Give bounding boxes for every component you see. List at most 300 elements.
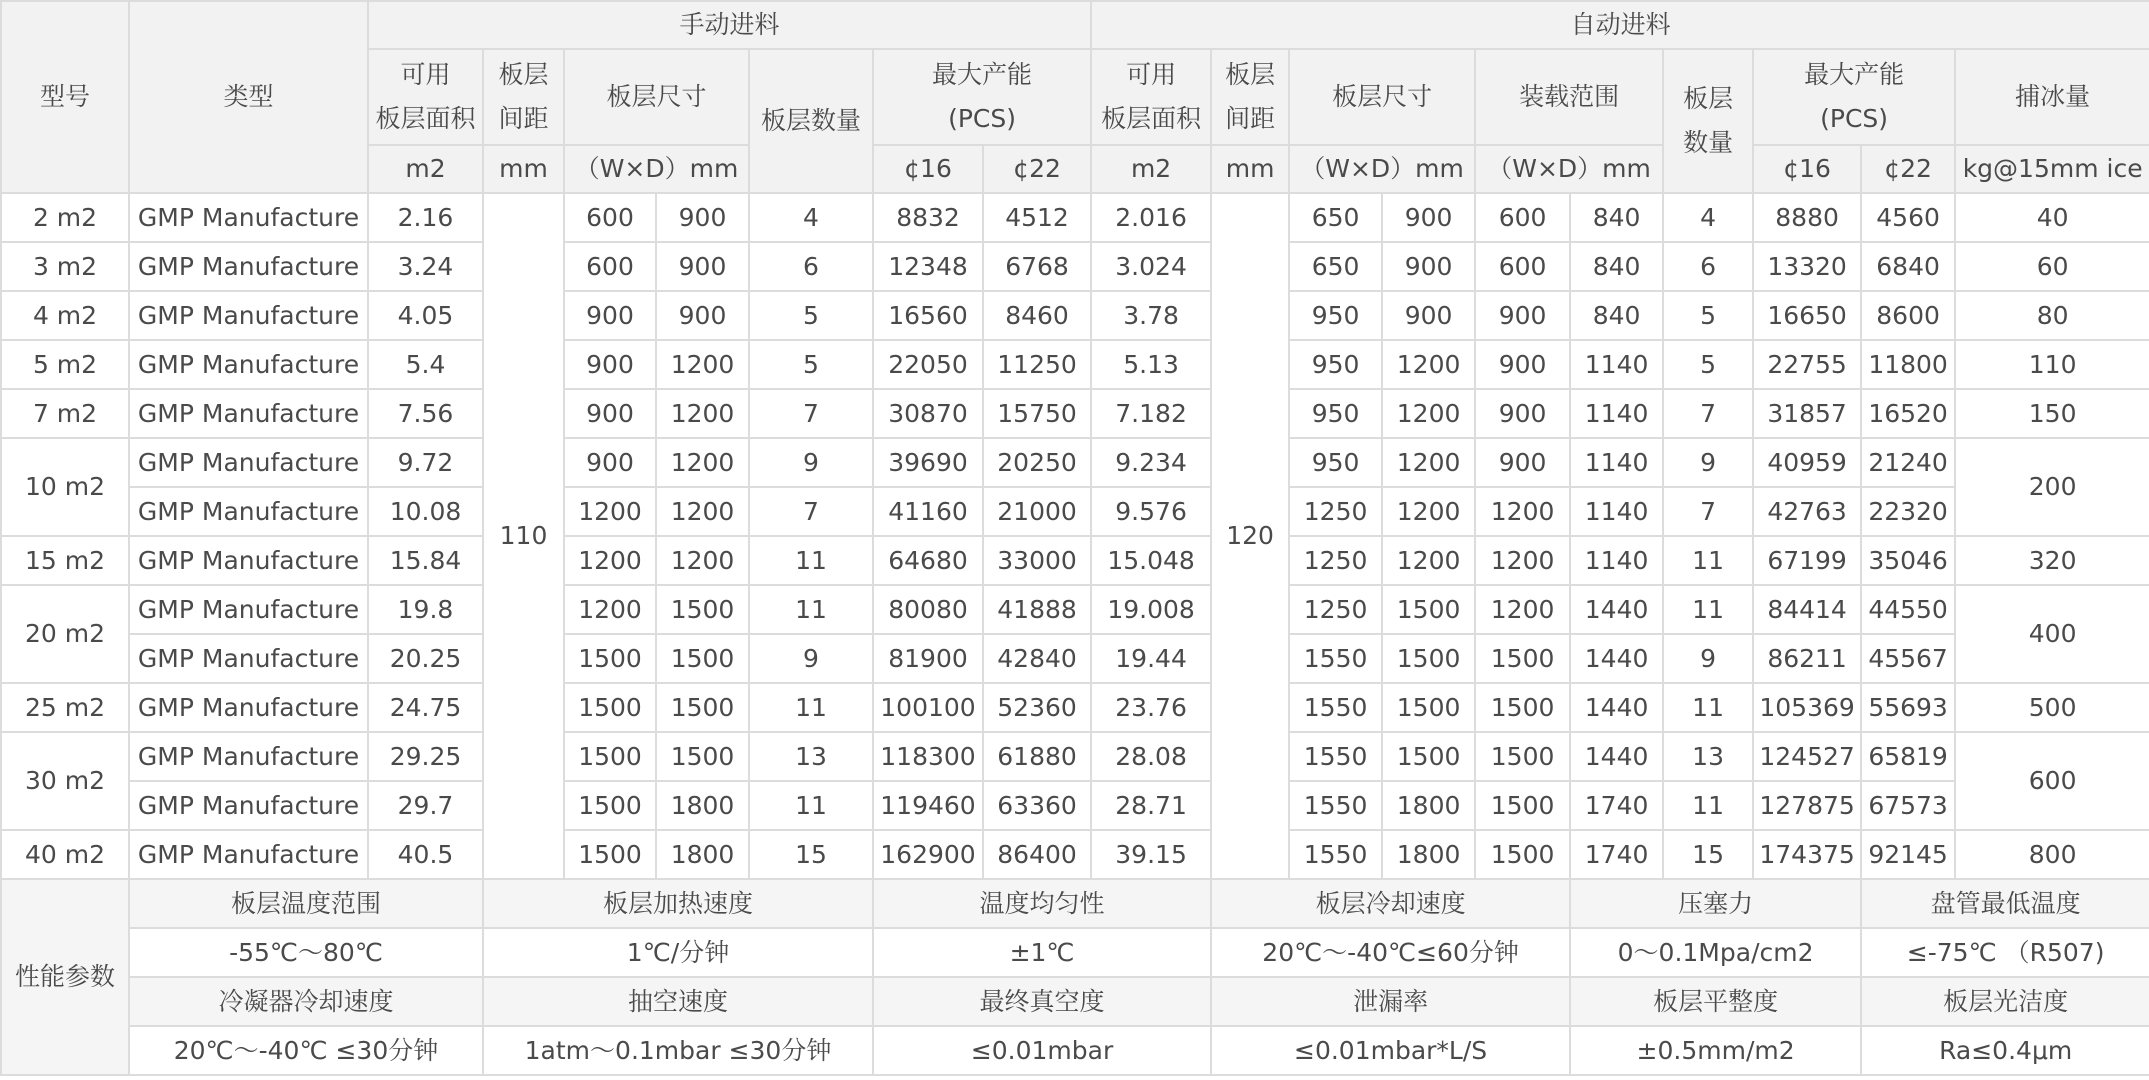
cell-auto-area: 23.76: [1091, 683, 1211, 732]
cell-auto-capacity-22: 55693: [1861, 683, 1955, 732]
cell-auto-depth: 1500: [1382, 634, 1475, 683]
cell-load-width: 1200: [1475, 536, 1570, 585]
cell-load-depth: 1440: [1570, 683, 1663, 732]
header-manual-spacing: 板层 间距: [483, 49, 564, 145]
cell-manual-area: 24.75: [368, 683, 483, 732]
perf-value: -55℃～80℃: [129, 928, 483, 977]
cell-auto-capacity-16: 84414: [1753, 585, 1861, 634]
unit-auto-phi16: ¢16: [1753, 145, 1861, 193]
cell-manual-shelf-count: 11: [749, 536, 873, 585]
cell-manual-capacity-22: 6768: [983, 242, 1091, 291]
cell-auto-capacity-16: 8880: [1753, 193, 1861, 242]
header-ice-capacity: 捕冰量: [1955, 49, 2149, 145]
perf-label: 最终真空度: [873, 977, 1211, 1026]
cell-auto-shelf-count: 13: [1663, 732, 1753, 781]
cell-model: 5 m2: [1, 340, 129, 389]
cell-auto-shelf-count: 11: [1663, 683, 1753, 732]
cell-load-depth: 1740: [1570, 781, 1663, 830]
unit-auto-area: m2: [1091, 145, 1211, 193]
perf-value: 20℃～-40℃ ≤30分钟: [129, 1026, 483, 1075]
cell-manual-shelf-count: 11: [749, 781, 873, 830]
cell-auto-width: 1250: [1289, 487, 1382, 536]
perf-value: ±0.5mm/m2: [1570, 1026, 1861, 1075]
cell-manual-capacity-16: 118300: [873, 732, 983, 781]
perf-label: 板层温度范围: [129, 879, 483, 928]
table-row: [1, 291, 2149, 340]
cell-auto-shelf-count: 5: [1663, 291, 1753, 340]
perf-label: 冷凝器冷却速度: [129, 977, 483, 1026]
perf-label: 压塞力: [1570, 879, 1861, 928]
cell-load-depth: 1740: [1570, 830, 1663, 879]
cell-manual-capacity-16: 100100: [873, 683, 983, 732]
cell-manual-capacity-22: 63360: [983, 781, 1091, 830]
cell-manual-capacity-22: 11250: [983, 340, 1091, 389]
cell-manual-capacity-16: 16560: [873, 291, 983, 340]
unit-auto-shelf-size: （W×D）mm: [1289, 145, 1475, 193]
cell-ice-capacity: 80: [1955, 291, 2149, 340]
cell-load-depth: 1440: [1570, 585, 1663, 634]
cell-auto-capacity-16: 124527: [1753, 732, 1861, 781]
cell-manual-depth: 1200: [656, 389, 749, 438]
cell-load-width: 900: [1475, 389, 1570, 438]
cell-auto-depth: 1500: [1382, 683, 1475, 732]
perf-value: 20℃～-40℃≤60分钟: [1211, 928, 1570, 977]
table-row: [1, 732, 2149, 781]
perf-value: ≤-75℃ （R507): [1861, 928, 2149, 977]
cell-manual-width: 900: [564, 291, 656, 340]
cell-type: GMP Manufacture: [129, 242, 368, 291]
cell-manual-area: 5.4: [368, 340, 483, 389]
cell-model: 10 m2: [1, 438, 129, 536]
cell-auto-shelf-count: 4: [1663, 193, 1753, 242]
cell-load-depth: 840: [1570, 242, 1663, 291]
cell-manual-depth: 900: [656, 242, 749, 291]
cell-manual-shelf-count: 5: [749, 291, 873, 340]
unit-ice: kg@15mm ice: [1955, 145, 2149, 193]
perf-label: 板层加热速度: [483, 879, 873, 928]
cell-auto-depth: 1500: [1382, 732, 1475, 781]
cell-load-width: 1500: [1475, 683, 1570, 732]
unit-manual-spacing: mm: [483, 145, 564, 193]
cell-auto-spacing: 120: [1211, 193, 1289, 879]
cell-load-depth: 1140: [1570, 536, 1663, 585]
cell-auto-depth: 1200: [1382, 536, 1475, 585]
unit-manual-phi16: ¢16: [873, 145, 983, 193]
cell-load-width: 900: [1475, 340, 1570, 389]
perf-value: 1℃/分钟: [483, 928, 873, 977]
cell-manual-capacity-16: 119460: [873, 781, 983, 830]
unit-auto-spacing: mm: [1211, 145, 1289, 193]
cell-manual-area: 10.08: [368, 487, 483, 536]
cell-manual-capacity-22: 21000: [983, 487, 1091, 536]
table-row: [1, 683, 2149, 732]
unit-auto-phi22: ¢22: [1861, 145, 1955, 193]
cell-manual-capacity-22: 20250: [983, 438, 1091, 487]
cell-manual-shelf-count: 7: [749, 487, 873, 536]
cell-auto-capacity-16: 22755: [1753, 340, 1861, 389]
cell-manual-width: 900: [564, 340, 656, 389]
cell-auto-capacity-16: 31857: [1753, 389, 1861, 438]
cell-type: GMP Manufacture: [129, 830, 368, 879]
cell-manual-capacity-22: 15750: [983, 389, 1091, 438]
cell-auto-capacity-22: 35046: [1861, 536, 1955, 585]
cell-auto-capacity-22: 8600: [1861, 291, 1955, 340]
cell-manual-shelf-count: 11: [749, 585, 873, 634]
cell-load-width: 600: [1475, 242, 1570, 291]
cell-manual-area: 29.7: [368, 781, 483, 830]
cell-auto-shelf-count: 9: [1663, 634, 1753, 683]
cell-model: 25 m2: [1, 683, 129, 732]
cell-auto-area: 3.024: [1091, 242, 1211, 291]
cell-manual-spacing: 110: [483, 193, 564, 879]
cell-manual-width: 1500: [564, 732, 656, 781]
header-auto-feed: 自动进料: [1091, 1, 2149, 49]
cell-model: 15 m2: [1, 536, 129, 585]
cell-load-depth: 1140: [1570, 340, 1663, 389]
cell-ice-capacity: 500: [1955, 683, 2149, 732]
cell-load-width: 1500: [1475, 732, 1570, 781]
cell-ice-capacity: 150: [1955, 389, 2149, 438]
cell-manual-area: 15.84: [368, 536, 483, 585]
perf-value: ≤0.01mbar*L/S: [1211, 1026, 1570, 1075]
cell-model: 7 m2: [1, 389, 129, 438]
cell-auto-width: 1550: [1289, 732, 1382, 781]
cell-auto-capacity-16: 42763: [1753, 487, 1861, 536]
cell-auto-shelf-count: 9: [1663, 438, 1753, 487]
cell-auto-depth: 900: [1382, 291, 1475, 340]
cell-load-width: 1500: [1475, 781, 1570, 830]
cell-manual-capacity-16: 39690: [873, 438, 983, 487]
cell-model: 3 m2: [1, 242, 129, 291]
cell-model: 40 m2: [1, 830, 129, 879]
cell-type: GMP Manufacture: [129, 732, 368, 781]
cell-manual-shelf-count: 11: [749, 683, 873, 732]
cell-auto-capacity-22: 44550: [1861, 585, 1955, 634]
cell-ice-capacity: 320: [1955, 536, 2149, 585]
cell-auto-area: 7.182: [1091, 389, 1211, 438]
cell-manual-area: 40.5: [368, 830, 483, 879]
cell-auto-width: 1550: [1289, 683, 1382, 732]
cell-manual-shelf-count: 13: [749, 732, 873, 781]
cell-manual-depth: 1500: [656, 683, 749, 732]
cell-model: 30 m2: [1, 732, 129, 830]
cell-manual-width: 1500: [564, 683, 656, 732]
cell-manual-depth: 900: [656, 193, 749, 242]
cell-auto-width: 650: [1289, 193, 1382, 242]
cell-type: GMP Manufacture: [129, 781, 368, 830]
table-row: [1, 389, 2149, 438]
cell-manual-width: 1500: [564, 830, 656, 879]
cell-load-depth: 1140: [1570, 389, 1663, 438]
cell-ice-capacity: 800: [1955, 830, 2149, 879]
cell-auto-depth: 900: [1382, 242, 1475, 291]
cell-manual-shelf-count: 9: [749, 634, 873, 683]
cell-manual-depth: 1500: [656, 585, 749, 634]
cell-auto-width: 950: [1289, 389, 1382, 438]
table-row: [1, 536, 2149, 585]
perf-value: ±1℃: [873, 928, 1211, 977]
cell-auto-shelf-count: 15: [1663, 830, 1753, 879]
table-header: [1, 1, 2149, 193]
cell-load-depth: 1140: [1570, 438, 1663, 487]
cell-manual-capacity-16: 64680: [873, 536, 983, 585]
cell-manual-width: 1200: [564, 487, 656, 536]
cell-manual-area: 9.72: [368, 438, 483, 487]
cell-manual-area: 2.16: [368, 193, 483, 242]
header-manual-capacity: 最大产能 (PCS): [873, 49, 1091, 145]
cell-manual-capacity-16: 30870: [873, 389, 983, 438]
perf-label: 温度均匀性: [873, 879, 1211, 928]
cell-manual-depth: 1800: [656, 781, 749, 830]
cell-auto-shelf-count: 7: [1663, 487, 1753, 536]
cell-type: GMP Manufacture: [129, 634, 368, 683]
cell-manual-capacity-16: 12348: [873, 242, 983, 291]
cell-model: 20 m2: [1, 585, 129, 683]
header-manual-area: 可用 板层面积: [368, 49, 483, 145]
cell-load-depth: 1440: [1570, 732, 1663, 781]
cell-manual-shelf-count: 4: [749, 193, 873, 242]
cell-auto-depth: 1800: [1382, 781, 1475, 830]
cell-load-width: 900: [1475, 438, 1570, 487]
cell-manual-width: 600: [564, 242, 656, 291]
unit-load-range: （W×D）mm: [1475, 145, 1663, 193]
cell-manual-depth: 1500: [656, 732, 749, 781]
cell-auto-capacity-22: 65819: [1861, 732, 1955, 781]
cell-auto-capacity-16: 16650: [1753, 291, 1861, 340]
cell-model: 2 m2: [1, 193, 129, 242]
cell-ice-capacity: 200: [1955, 438, 2149, 536]
cell-load-width: 1500: [1475, 830, 1570, 879]
cell-manual-capacity-16: 81900: [873, 634, 983, 683]
cell-type: GMP Manufacture: [129, 193, 368, 242]
perf-label: 盘管最低温度: [1861, 879, 2149, 928]
cell-auto-area: 39.15: [1091, 830, 1211, 879]
cell-manual-shelf-count: 9: [749, 438, 873, 487]
cell-manual-area: 19.8: [368, 585, 483, 634]
cell-load-width: 1500: [1475, 634, 1570, 683]
cell-type: GMP Manufacture: [129, 683, 368, 732]
cell-type: GMP Manufacture: [129, 340, 368, 389]
cell-load-depth: 1140: [1570, 487, 1663, 536]
cell-auto-capacity-22: 11800: [1861, 340, 1955, 389]
table-row: [1, 193, 2149, 242]
header-auto-shelf-size: 板层尺寸: [1289, 49, 1475, 145]
header-auto-area: 可用 板层面积: [1091, 49, 1211, 145]
table-row: [1, 634, 2149, 683]
perf-value: 0～0.1Mpa/cm2: [1570, 928, 1861, 977]
header-load-range: 装载范围: [1475, 49, 1663, 145]
cell-auto-depth: 1200: [1382, 487, 1475, 536]
table-row: [1, 781, 2149, 830]
table-row: [1, 438, 2149, 487]
cell-auto-area: 15.048: [1091, 536, 1211, 585]
cell-manual-capacity-16: 22050: [873, 340, 983, 389]
perf-value: 1atm～0.1mbar ≤30分钟: [483, 1026, 873, 1075]
cell-type: GMP Manufacture: [129, 487, 368, 536]
cell-manual-width: 1200: [564, 536, 656, 585]
cell-manual-capacity-22: 33000: [983, 536, 1091, 585]
cell-manual-capacity-16: 8832: [873, 193, 983, 242]
cell-manual-shelf-count: 15: [749, 830, 873, 879]
cell-auto-width: 950: [1289, 438, 1382, 487]
perf-label: 板层光洁度: [1861, 977, 2149, 1026]
header-type: 类型: [129, 1, 368, 193]
unit-manual-area: m2: [368, 145, 483, 193]
cell-manual-width: 1500: [564, 781, 656, 830]
cell-auto-depth: 900: [1382, 193, 1475, 242]
table-row: [1, 830, 2149, 879]
cell-auto-capacity-22: 21240: [1861, 438, 1955, 487]
cell-auto-depth: 1200: [1382, 389, 1475, 438]
cell-load-depth: 840: [1570, 291, 1663, 340]
table-row: [1, 242, 2149, 291]
header-manual-shelf-size: 板层尺寸: [564, 49, 749, 145]
cell-auto-capacity-16: 13320: [1753, 242, 1861, 291]
cell-auto-width: 1550: [1289, 781, 1382, 830]
cell-manual-area: 3.24: [368, 242, 483, 291]
cell-ice-capacity: 40: [1955, 193, 2149, 242]
cell-auto-area: 3.78: [1091, 291, 1211, 340]
cell-manual-area: 7.56: [368, 389, 483, 438]
cell-auto-area: 28.08: [1091, 732, 1211, 781]
cell-auto-area: 19.44: [1091, 634, 1211, 683]
cell-manual-depth: 1200: [656, 340, 749, 389]
cell-auto-capacity-22: 67573: [1861, 781, 1955, 830]
perf-label: 泄漏率: [1211, 977, 1570, 1026]
cell-auto-width: 1250: [1289, 585, 1382, 634]
cell-ice-capacity: 600: [1955, 732, 2149, 830]
cell-load-width: 1200: [1475, 585, 1570, 634]
cell-type: GMP Manufacture: [129, 536, 368, 585]
cell-auto-capacity-16: 105369: [1753, 683, 1861, 732]
header-auto-shelf-count: 板层 数量: [1663, 49, 1753, 193]
cell-manual-capacity-22: 41888: [983, 585, 1091, 634]
cell-manual-depth: 1200: [656, 536, 749, 585]
cell-auto-shelf-count: 6: [1663, 242, 1753, 291]
cell-manual-depth: 900: [656, 291, 749, 340]
cell-type: GMP Manufacture: [129, 438, 368, 487]
perf-value: ≤0.01mbar: [873, 1026, 1211, 1075]
cell-manual-area: 29.25: [368, 732, 483, 781]
cell-auto-area: 28.71: [1091, 781, 1211, 830]
cell-load-width: 900: [1475, 291, 1570, 340]
cell-manual-width: 900: [564, 389, 656, 438]
cell-manual-width: 900: [564, 438, 656, 487]
cell-ice-capacity: 110: [1955, 340, 2149, 389]
cell-manual-capacity-16: 162900: [873, 830, 983, 879]
cell-model: 4 m2: [1, 291, 129, 340]
cell-auto-shelf-count: 11: [1663, 585, 1753, 634]
cell-auto-width: 1550: [1289, 830, 1382, 879]
cell-auto-capacity-22: 16520: [1861, 389, 1955, 438]
cell-auto-capacity-16: 127875: [1753, 781, 1861, 830]
cell-auto-capacity-16: 40959: [1753, 438, 1861, 487]
unit-manual-shelf-size: （W×D）mm: [564, 145, 749, 193]
cell-manual-depth: 1200: [656, 438, 749, 487]
header-model: 型号: [1, 1, 129, 193]
header-manual-feed: 手动进料: [368, 1, 1091, 49]
table-body: [1, 193, 2149, 879]
cell-manual-capacity-22: 4512: [983, 193, 1091, 242]
cell-manual-capacity-22: 42840: [983, 634, 1091, 683]
cell-manual-depth: 1500: [656, 634, 749, 683]
cell-type: GMP Manufacture: [129, 291, 368, 340]
cell-auto-capacity-16: 67199: [1753, 536, 1861, 585]
cell-manual-width: 600: [564, 193, 656, 242]
cell-auto-width: 1550: [1289, 634, 1382, 683]
unit-manual-phi22: ¢22: [983, 145, 1091, 193]
cell-ice-capacity: 400: [1955, 585, 2149, 683]
cell-auto-depth: 1500: [1382, 585, 1475, 634]
cell-ice-capacity: 60: [1955, 242, 2149, 291]
cell-auto-capacity-16: 174375: [1753, 830, 1861, 879]
cell-auto-shelf-count: 5: [1663, 340, 1753, 389]
perf-label: 板层平整度: [1570, 977, 1861, 1026]
cell-auto-capacity-22: 4560: [1861, 193, 1955, 242]
performance-section: [1, 879, 2149, 1075]
cell-auto-shelf-count: 11: [1663, 536, 1753, 585]
perf-value: Ra≤0.4μm: [1861, 1026, 2149, 1075]
cell-auto-capacity-22: 92145: [1861, 830, 1955, 879]
cell-auto-width: 950: [1289, 291, 1382, 340]
cell-auto-capacity-22: 45567: [1861, 634, 1955, 683]
cell-manual-capacity-22: 52360: [983, 683, 1091, 732]
cell-load-depth: 840: [1570, 193, 1663, 242]
header-auto-capacity: 最大产能 (PCS): [1753, 49, 1955, 145]
cell-manual-width: 1200: [564, 585, 656, 634]
cell-auto-shelf-count: 7: [1663, 389, 1753, 438]
table-row: [1, 340, 2149, 389]
performance-label: 性能参数: [1, 879, 129, 1075]
cell-manual-area: 20.25: [368, 634, 483, 683]
cell-manual-capacity-22: 86400: [983, 830, 1091, 879]
cell-auto-depth: 1800: [1382, 830, 1475, 879]
cell-auto-capacity-16: 86211: [1753, 634, 1861, 683]
header-manual-shelf-count: 板层数量: [749, 49, 873, 193]
cell-auto-width: 650: [1289, 242, 1382, 291]
perf-label: 抽空速度: [483, 977, 873, 1026]
cell-auto-depth: 1200: [1382, 340, 1475, 389]
cell-manual-shelf-count: 6: [749, 242, 873, 291]
cell-manual-area: 4.05: [368, 291, 483, 340]
cell-auto-area: 9.234: [1091, 438, 1211, 487]
cell-manual-width: 1500: [564, 634, 656, 683]
table-row: [1, 585, 2149, 634]
cell-auto-shelf-count: 11: [1663, 781, 1753, 830]
cell-auto-capacity-22: 6840: [1861, 242, 1955, 291]
table-row: [1, 487, 2149, 536]
cell-manual-depth: 1200: [656, 487, 749, 536]
cell-manual-shelf-count: 7: [749, 389, 873, 438]
cell-auto-capacity-22: 22320: [1861, 487, 1955, 536]
header-auto-spacing: 板层 间距: [1211, 49, 1289, 145]
cell-auto-area: 2.016: [1091, 193, 1211, 242]
cell-load-width: 1200: [1475, 487, 1570, 536]
cell-auto-depth: 1200: [1382, 438, 1475, 487]
cell-manual-depth: 1800: [656, 830, 749, 879]
cell-type: GMP Manufacture: [129, 389, 368, 438]
cell-auto-area: 9.576: [1091, 487, 1211, 536]
cell-type: GMP Manufacture: [129, 585, 368, 634]
cell-load-depth: 1440: [1570, 634, 1663, 683]
cell-load-width: 600: [1475, 193, 1570, 242]
cell-auto-width: 1250: [1289, 536, 1382, 585]
cell-manual-capacity-22: 61880: [983, 732, 1091, 781]
cell-auto-width: 950: [1289, 340, 1382, 389]
cell-manual-shelf-count: 5: [749, 340, 873, 389]
cell-auto-area: 5.13: [1091, 340, 1211, 389]
cell-auto-area: 19.008: [1091, 585, 1211, 634]
